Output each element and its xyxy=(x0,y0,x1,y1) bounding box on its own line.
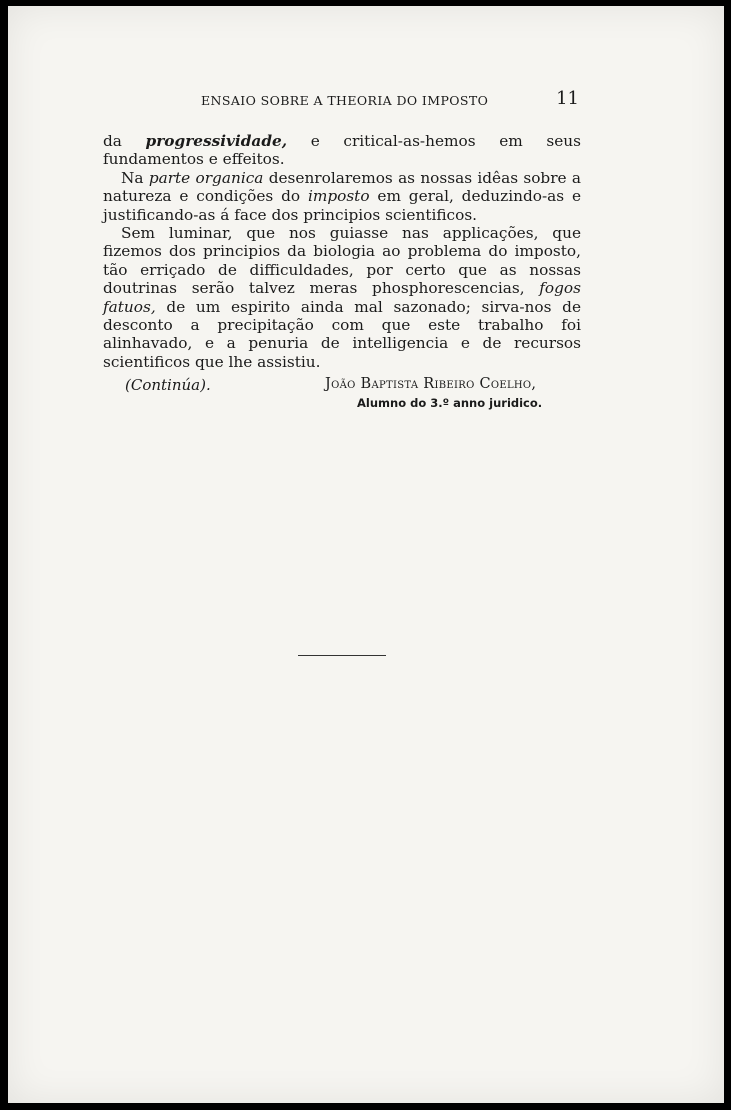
body-text xyxy=(103,132,581,371)
paragraph-1 xyxy=(103,132,581,169)
continua-note: (Continúa). xyxy=(125,376,211,395)
paragraph-1-start: da xyxy=(103,132,146,150)
paragraph-2-start: Na xyxy=(121,168,149,187)
paragraph-3-start: Sem luminar, que nos guiasse nas applicações, que fizemos dos principios da biologia ao problema do imposto, tão erriçado de difficuldades, por certo que as nossas doutrinas serão talvez meras phosphorescencias, xyxy=(103,224,581,298)
paragraph-3-emphasis: fogos fatuos, xyxy=(103,279,581,316)
paragraph-1-rest: e critical-as-hemos em seus fundamentos e effeitos. xyxy=(103,132,581,169)
section-divider xyxy=(298,655,386,656)
page-number: 11 xyxy=(556,88,579,109)
paragraph-2-emphasis-1: parte organica xyxy=(148,168,264,187)
running-title: ENSAIO SOBRE A THEORIA DO IMPOSTO xyxy=(201,93,489,108)
signature-block xyxy=(103,376,581,416)
paragraph-2-emphasis-2: imposto xyxy=(307,187,370,206)
paragraph-2 xyxy=(103,169,581,224)
paragraph-3-rest: de um espirito ainda mal sazonado; sirva-nos de desconto a precipitação com que este trabalho foi alinhavado, e a penuria de intelligencia e de recursos scientificos que lhe assistiu. xyxy=(103,297,581,371)
running-head xyxy=(103,90,581,112)
page-content xyxy=(103,90,581,416)
paragraph-2-rest: em geral, deduzindo-as e justificando-as á face dos principios scientificos. xyxy=(103,187,581,224)
author-name: João Baptista Ribeiro Coelho, xyxy=(325,376,537,393)
author-affiliation: Alumno do 3.º anno juridico. xyxy=(357,396,543,411)
paragraph-3 xyxy=(103,224,581,371)
paragraph-2-middle: desenrolaremos as nossas idêas sobre a natureza e condições do xyxy=(103,168,582,206)
paragraph-1-emphasis: progressividade, xyxy=(145,132,288,150)
